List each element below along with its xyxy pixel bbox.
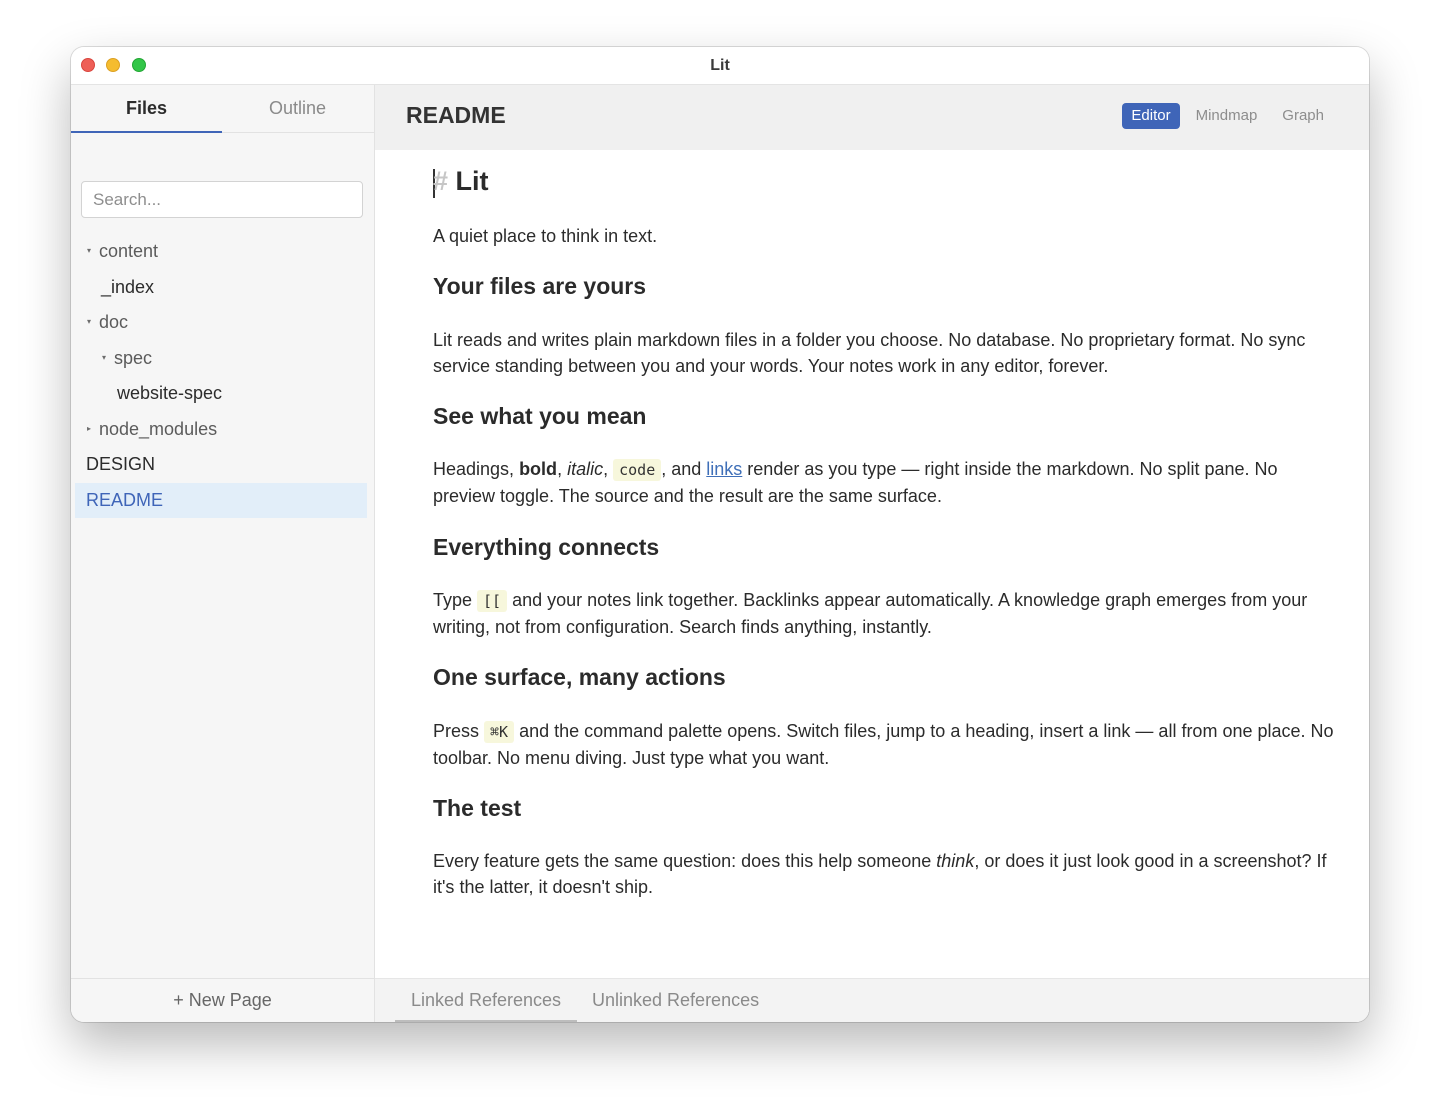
text-run: , <box>603 459 614 479</box>
bold-text: bold <box>519 459 558 479</box>
tree-file-readme[interactable] <box>75 483 367 518</box>
view-editor-button[interactable]: Editor <box>1122 103 1179 129</box>
text-run: , or does it just look good in a screenshot? If it's the latter, it doesn't ship. <box>433 851 1327 897</box>
heading-one-surface: One surface, many actions <box>433 664 726 690</box>
heading-the-test: The test <box>433 795 522 821</box>
italic-text: italic <box>567 459 604 479</box>
main-pane <box>375 85 1369 1022</box>
inline-code: code <box>613 459 661 481</box>
tab-files[interactable]: Files <box>71 85 222 132</box>
tree-folder-doc[interactable] <box>87 305 128 340</box>
text-run: Type <box>433 590 478 610</box>
tree-item-label: content <box>99 241 159 261</box>
text-run: , <box>557 459 568 479</box>
paragraph-your-files: Lit reads and writes plain markdown files in a folder you choose. No database. No proprietary format. No sync service standing between you and your words. Your notes work in any editor, forever. <box>433 330 1306 376</box>
view-mindmap-button[interactable]: Mindmap <box>1195 107 1258 124</box>
search-input[interactable] <box>81 181 363 218</box>
tree-file-website-spec[interactable] <box>117 376 222 411</box>
tab-unlinked-references[interactable]: Unlinked References <box>592 990 760 1010</box>
window-title: Lit <box>710 57 730 74</box>
title-bar <box>71 47 1369 85</box>
paragraph-everything-connects <box>433 587 1338 640</box>
chevron-down-icon: ▾ <box>87 316 92 326</box>
heading-everything-connects: Everything connects <box>433 534 660 560</box>
intro-paragraph: A quiet place to think in text. <box>433 226 658 246</box>
tree-file-design[interactable] <box>86 447 155 482</box>
heading-see-what-you-mean: See what you mean <box>433 403 647 429</box>
tree-item-label: node_modules <box>99 419 218 439</box>
chevron-right-icon: ▸ <box>87 423 92 433</box>
app-window <box>71 47 1369 1022</box>
document-header <box>375 85 1369 150</box>
text-run: Every feature gets the same question: does this help someone <box>433 851 937 871</box>
heading-text: Lit <box>455 166 489 196</box>
sidebar <box>71 85 375 1022</box>
view-graph-button[interactable]: Graph <box>1282 107 1324 124</box>
new-page-button[interactable]: + New Page <box>71 978 374 1022</box>
tree-item-label: doc <box>99 312 129 332</box>
tree-item-label: spec <box>114 348 153 368</box>
references-bar <box>375 978 1369 1022</box>
italic-text: think <box>936 851 975 871</box>
tree-item-label: DESIGN <box>86 454 156 474</box>
sidebar-tabs <box>71 85 374 133</box>
heading-marker: # <box>433 166 449 196</box>
heading-1 <box>433 166 489 197</box>
tree-item-label: _index <box>101 277 155 297</box>
inline-link[interactable]: links <box>706 459 743 479</box>
heading-your-files: Your files are yours <box>433 273 647 299</box>
inline-code: [[ <box>477 590 507 612</box>
tab-linked-references[interactable]: Linked References <box>395 979 577 1022</box>
tree-item-label: website-spec <box>117 383 223 403</box>
paragraph-one-surface <box>433 718 1338 771</box>
page-title: README <box>406 102 506 128</box>
tab-outline[interactable]: Outline <box>268 98 327 118</box>
tree-folder-spec[interactable] <box>102 341 152 376</box>
view-switcher <box>1122 103 1333 129</box>
paragraph-see-what-you-mean <box>433 456 1338 509</box>
inline-code: ⌘K <box>484 721 514 743</box>
tree-item-label: README <box>86 490 164 510</box>
tree-folder-node-modules[interactable] <box>87 412 217 447</box>
text-run: Headings, <box>433 459 520 479</box>
text-run: , and <box>661 459 707 479</box>
tree-folder-content[interactable] <box>87 234 158 269</box>
text-run: and your notes link together. Backlinks appear automatically. A knowledge graph emerges from your writing, not from configuration. Search finds anything, instantly. <box>433 590 1308 637</box>
chevron-down-icon: ▾ <box>87 245 92 255</box>
text-run: and the command palette opens. Switch files, jump to a heading, insert a link — all from one place. No toolbar. No menu diving. Just type what you want. <box>433 721 1334 768</box>
paragraph-the-test <box>433 848 1338 900</box>
chevron-down-icon: ▾ <box>102 352 107 362</box>
text-run: render as you type — right inside the markdown. No split pane. No preview toggle. The source and the result are the same surface. <box>433 459 1278 506</box>
tree-file-index[interactable] <box>101 270 154 305</box>
text-run: Press <box>433 721 485 741</box>
